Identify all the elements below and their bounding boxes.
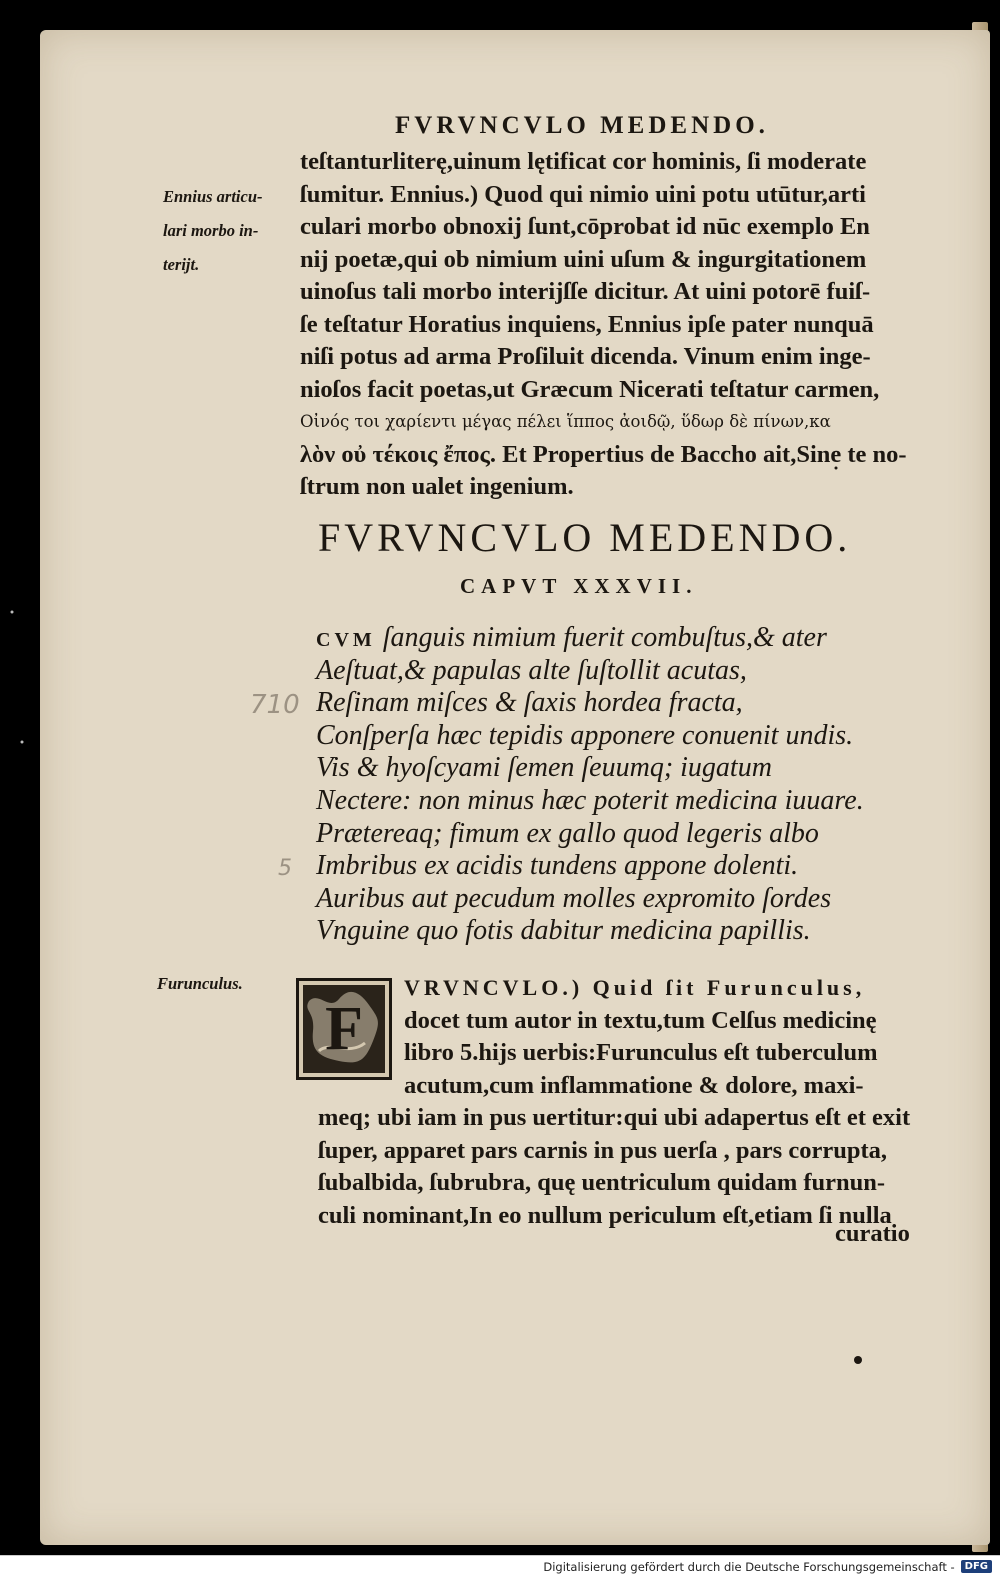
text-line: teſtanturliterę,uinum lętificat cor hominis, ſi moderate xyxy=(300,148,867,175)
margin-note-line: Ennius articu- xyxy=(163,187,263,206)
text-line: ſumitur. Ennius.) Quod qui nimio uini potu utūtur,arti xyxy=(300,180,866,208)
section-title: FVRVNCVLO MEDENDO. xyxy=(318,515,852,560)
footer-text: Digitalisierung gefördert durch die Deutsche Forschungsgemeinschaft - xyxy=(543,1559,955,1574)
commentary-line: acutum,cum inflammatione & dolore, maxi- xyxy=(404,1071,864,1099)
commentary-indented xyxy=(404,972,944,1102)
initial-letter: F xyxy=(325,994,363,1063)
top-text-block xyxy=(300,146,940,504)
verse-first-word: CVM xyxy=(316,629,376,651)
footer-bar xyxy=(0,1555,1000,1577)
commentary-line: libro 5.hijs uerbis:Furunculus eſt tuberculum xyxy=(404,1039,878,1066)
verse-line: Imbribus ex acidis tundens appone dolenti. xyxy=(316,850,799,882)
verse-line: Nectere: non minus hæc poterit medicina iuuare. xyxy=(316,784,864,816)
commentary-line: docet tum autor in textu,tum Celſus medicinę xyxy=(404,1006,877,1034)
decorated-initial xyxy=(296,978,392,1080)
margin-note-furunculus: Furunculus. xyxy=(157,974,243,993)
greek-line: Οἰνός τοι χαρίεντι μέγας πέλει ἵππος ἀοιδῷ, ὕδωρ δὲ πίνων,κα xyxy=(300,412,831,431)
commentary-line: culi nominant,In eo nullum periculum eſt,etiam ſi nulla xyxy=(318,1201,892,1229)
commentary-full xyxy=(318,1102,958,1232)
text-line: nij poetæ,qui ob nimium uini uſum & ingurgitationem xyxy=(300,245,867,273)
verse-line: Auribus aut pecudum molles expromito ſordes xyxy=(316,882,832,914)
text-line: uinoſus tali morbo interijſſe dicitur. At uini potorē fuiſ- xyxy=(300,278,871,305)
commentary-line: ſubalbida, ſubrubra, quę uentriculum quidam furnun- xyxy=(318,1169,886,1196)
verse-line xyxy=(316,622,956,655)
running-head: FVRVNCVLO MEDENDO. xyxy=(395,112,769,139)
verse-line: Aeſtuat,& papulas alte ſuſtollit acutas, xyxy=(316,654,747,686)
verse-line: Vis & hyoſcyami ſemen ſeuumq; iugatum xyxy=(316,752,772,784)
text-line: ſe teſtatur Horatius inquiens, Ennius ipſe pater nunquā xyxy=(300,310,874,338)
chapter-heading: CAPVT XXXVII. xyxy=(460,574,698,598)
verse-line-text: ſanguis nimium fuerit combuſtus,& ater xyxy=(382,622,827,653)
catchword: curatio xyxy=(835,1220,910,1247)
handwritten-line-number: 5 xyxy=(278,856,292,881)
handwritten-line-number: 710 xyxy=(250,690,300,720)
verse-line: Reſinam miſces & ſaxis hordea fracta, xyxy=(316,687,743,719)
margin-note-line: terijt. xyxy=(163,255,200,274)
text-line: niſi potus ad arma Proſiluit dicenda. Vinum enim inge- xyxy=(300,343,871,370)
margin-note-line: lari morbo in- xyxy=(163,221,259,240)
verse-line: Prætereaq; fimum ex gallo quod legeris albo xyxy=(316,817,819,849)
commentary-line: meq; ubi iam in pus uertitur:qui ubi adapertus eſt et exit xyxy=(318,1104,911,1131)
verse-line: Conſperſa hæc tepidis apponere conuenit undis. xyxy=(316,719,854,751)
text-line: ſtrum non ualet ingenium. xyxy=(300,473,574,500)
text-line: λὸν οὐ τέκοις ἔπος. Et Propertius de Baccho ait,Sine te no- xyxy=(300,440,907,468)
dfg-logo[interactable]: DFG xyxy=(961,1560,992,1573)
verse-block xyxy=(316,622,956,948)
text-line: nioſos facit poetas,ut Græcum Nicerati teſtatur carmen, xyxy=(300,375,880,403)
commentary-line: ſuper, apparet pars carnis in pus uerſa , pars corrupta, xyxy=(318,1136,887,1164)
text-line: culari morbo obnoxij ſunt,cōprobat id nūc exemplo En xyxy=(300,213,870,240)
verse-line: Vnguine quo fotis dabitur medicina papillis. xyxy=(316,915,811,947)
commentary-line: VRVNCVLO.) Quid ſit Furunculus, xyxy=(404,975,866,1000)
margin-note-ennius xyxy=(163,180,303,282)
